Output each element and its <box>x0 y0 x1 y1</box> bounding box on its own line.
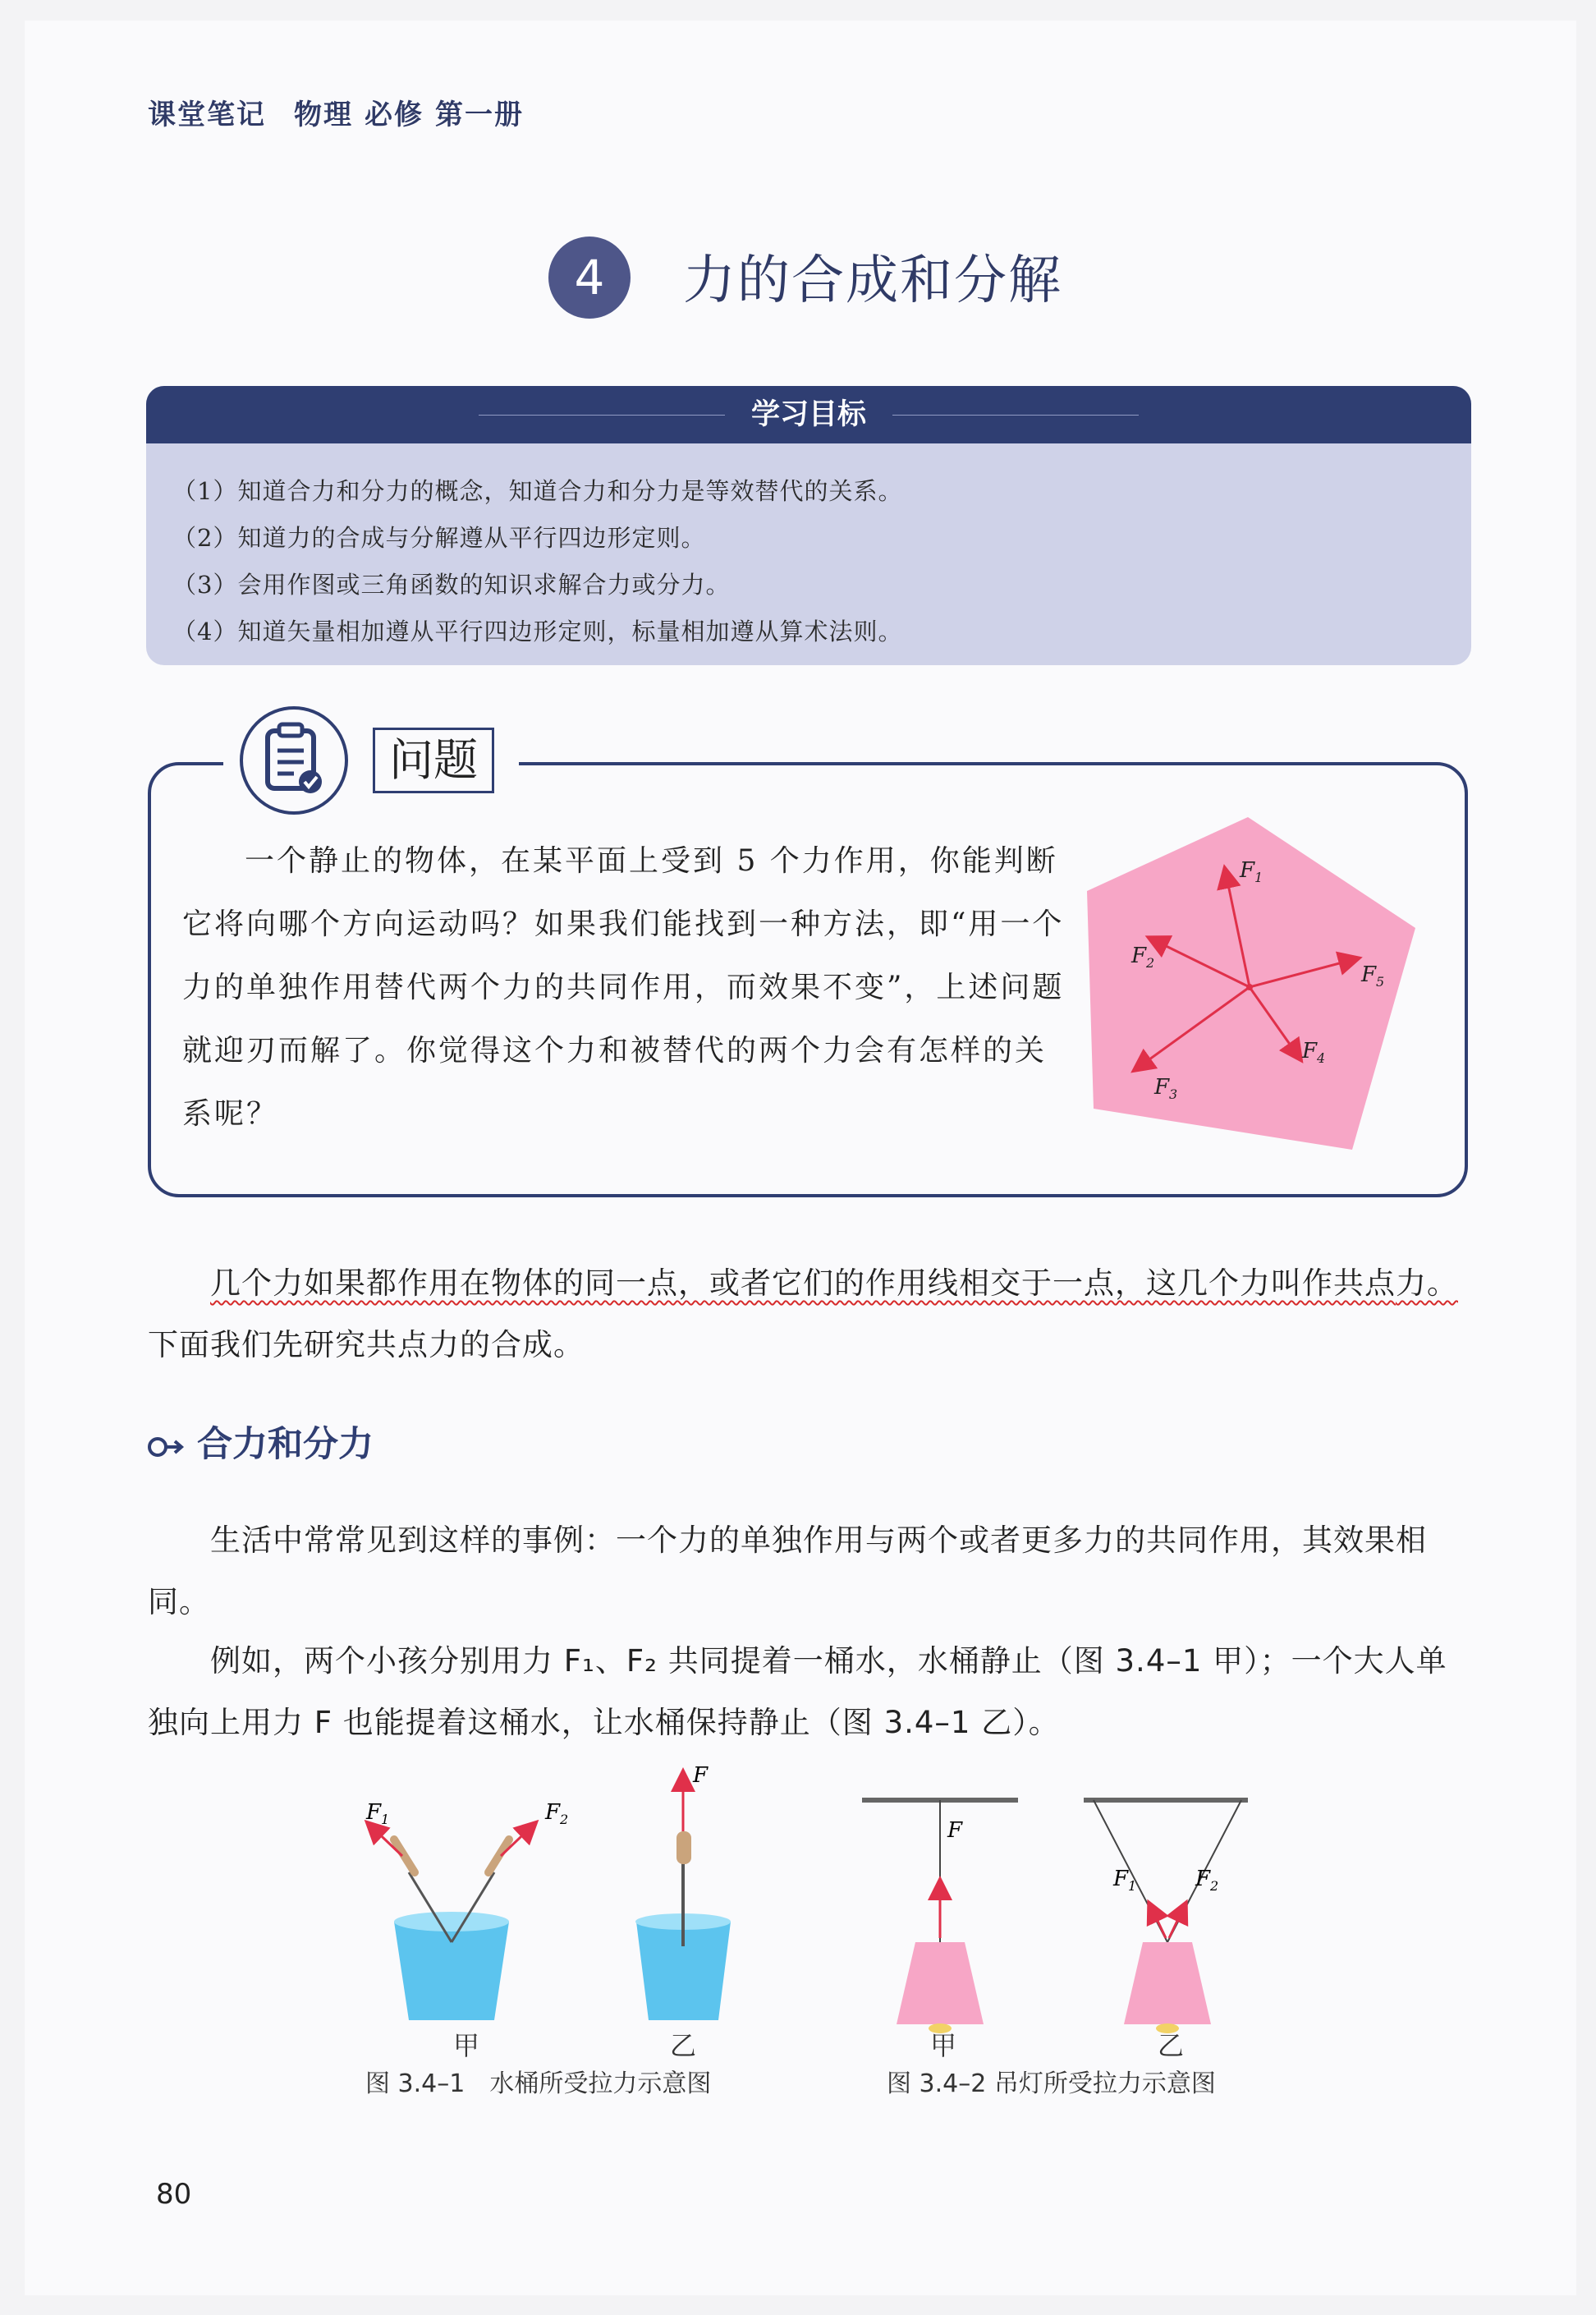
fig1-sub-b: 乙 <box>670 2030 697 2061</box>
header-subject: 物理 <box>294 99 353 131</box>
question-text: 一个静止的物体，在某平面上受到 5 个力作用，你能判断它将向哪个方向运动吗？如果我们能找到一种方法，即“用一个力的单独作用替代两个力的共同作用，而效果不变”，上述问题就迎刃而解了。你觉得这个力和被替代的两个力会有怎样的关系呢？ <box>182 844 1065 1131</box>
learning-goals-box <box>146 386 1471 665</box>
label-f2: $F_2$ <box>1131 944 1155 971</box>
fig1-sub-a: 甲 <box>453 2030 480 2061</box>
label-f1: $F_1$ <box>1240 858 1264 885</box>
paragraph-bucket-example: 例如，两个小孩分别用力 F₁、F₂ 共同提着一桶水，水桶静止（图 3.4–1 甲）；一个大人单独向上用力 F 也能提着这桶水，让水桶保持静止（图 3.4–1 乙）。 <box>148 1643 1447 1740</box>
header-course: 必修 <box>365 99 424 131</box>
five-forces-figure <box>1085 813 1422 1158</box>
fig2-sub-b: 乙 <box>1158 2030 1185 2061</box>
section-title: 合力和分力 <box>197 1424 374 1465</box>
question-label: 问题 <box>373 728 494 793</box>
definition-concurrent-forces: 几个力如果都作用在物体的同一点，或者它们的作用线相交于一点，这几个力叫作共点 <box>210 1265 1396 1301</box>
lamp-figure-b <box>1084 1800 1248 2033</box>
label-f-bucket: F <box>693 1763 709 1788</box>
label-f4: $F_4$ <box>1302 1039 1326 1066</box>
goal-item: （1）知道合力和分力的概念，知道合力和分力是等效替代的关系。 <box>172 477 903 505</box>
chapter-title: 力的合成和分解 <box>683 250 1062 311</box>
bucket-figure-b <box>635 1763 731 2020</box>
label-f5: $F_5$ <box>1361 962 1385 990</box>
force-origin-point <box>1246 984 1253 990</box>
bucket-figure-a <box>365 1800 568 2020</box>
goals-list <box>146 443 1471 655</box>
goal-item: （4）知道矢量相加遵从平行四边形定则，标量相加遵从算术法则。 <box>172 618 903 645</box>
definition-end: 力。 <box>1396 1265 1458 1301</box>
page-number: 80 <box>156 2178 192 2211</box>
figures-area <box>345 1749 1264 2111</box>
label-f2-bucket: $F_2$ <box>545 1800 569 1827</box>
goal-item: （2）知道力的合成与分解遵从平行四边形定则。 <box>172 524 706 552</box>
label-f1-bucket: $F_1$ <box>366 1800 390 1827</box>
goals-title-bar <box>146 386 1471 443</box>
goals-title: 学习目标 <box>750 398 866 431</box>
goal-item: （3）会用作图或三角函数的知识求解合力或分力。 <box>172 571 731 599</box>
paragraph-concurrent-forces <box>148 1252 1470 1376</box>
lamp-figure-a <box>862 1800 1018 2033</box>
fig2-sub-a: 甲 <box>930 2030 957 2061</box>
section-heading <box>148 1417 374 1467</box>
header-volume: 第一册 <box>435 99 524 131</box>
fig2-caption: 图 3.4–2 吊灯所受拉力示意图 <box>887 2069 1216 2098</box>
header-series: 课堂笔记 <box>148 99 266 131</box>
label-f2-lamp: $F_2$ <box>1195 1867 1219 1894</box>
running-header <box>148 92 552 132</box>
chapter-number: 4 <box>548 237 631 319</box>
fig1-caption: 图 3.4–1 水桶所受拉力示意图 <box>365 2069 712 2098</box>
clipboard-check-icon <box>240 706 348 815</box>
label-f1-lamp: $F_1$ <box>1113 1867 1137 1894</box>
section-arrow-icon <box>148 1435 186 1459</box>
paragraph-rest: 下面我们先研究共点力的合成。 <box>148 1327 585 1362</box>
paragraph-examples: 生活中常常见到这样的事例：一个力的单独作用与两个或者更多力的共同作用，其效果相同。 <box>148 1523 1427 1619</box>
label-f-lamp: F <box>947 1818 963 1843</box>
label-f3: $F_3$ <box>1154 1075 1178 1102</box>
